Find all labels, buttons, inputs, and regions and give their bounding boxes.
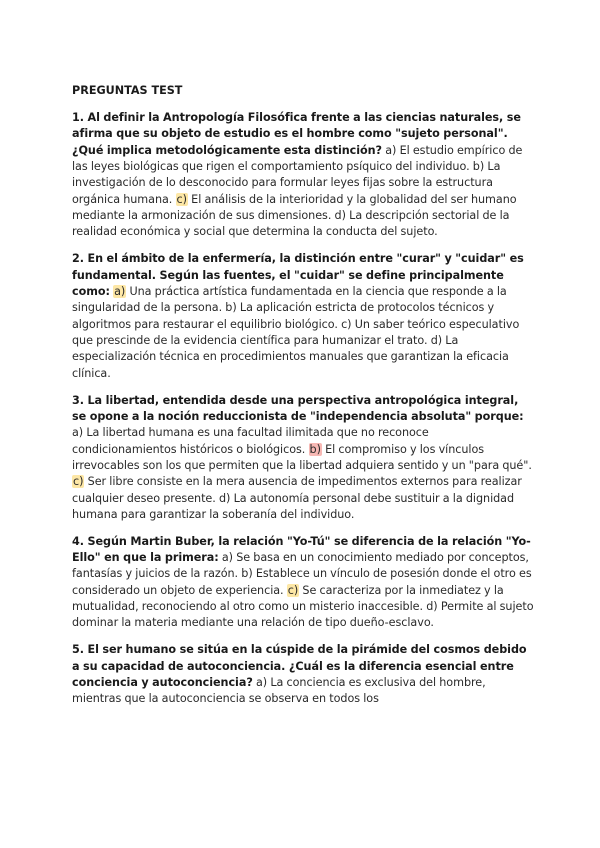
- option-text: Un saber teórico especulativo que prescinde de la evidencia científica para humanizar el trato.: [72, 317, 520, 347]
- option-label: b): [241, 567, 253, 581]
- question-stem: 3. La libertad, entendida desde una perspectiva antropológica integral, se opone a la noción reduccionista de "independencia absoluta" porque:: [72, 393, 524, 423]
- option-text: Se basa en un conocimiento mediado por conceptos, fantasías y juicios de la razón.: [72, 551, 529, 581]
- option-text: El análisis de la interioridad y la globalidad del ser humano mediante la armonización de sus dimensiones.: [72, 192, 517, 223]
- option-text: La descripción sectorial de la realidad económica y social que determina la conducta del sujeto.: [72, 209, 510, 239]
- option-text: El compromiso y los vínculos irrevocables son los que permiten que la libertad adquiera sentido y un "para qué".: [72, 442, 532, 472]
- option-label: b): [225, 301, 237, 315]
- option-label: d): [426, 600, 438, 614]
- question-stem: 1. Al definir la Antropología Filosófica frente a las ciencias naturales, se afirma que su objeto de estudio es el hombre como "sujeto personal". ¿Qué implica metodológicamente esta distinción?: [72, 111, 521, 157]
- option-label: a): [114, 284, 126, 298]
- option-text: Establece un vínculo de posesión donde el otro es considerado un objeto de experiencia.: [72, 567, 532, 597]
- option-text: Una práctica artística fundamentada en la ciencia que responde a la singularidad de la persona.: [72, 284, 507, 315]
- option-label: c): [73, 475, 84, 489]
- option-text: La especialización técnica en procedimientos manuales que garantizan la eficacia clínica.: [72, 333, 509, 380]
- option-label: d): [334, 209, 346, 223]
- option-text: Permite al sujeto dominar la materia mediante una relación de tipo dueño-esclavo.: [72, 600, 534, 630]
- question-stem: 2. En el ámbito de la enfermería, la distinción entre "curar" y "cuidar" es fundamental. Según las fuentes, el "cuidar" se define principalmente como:: [72, 252, 524, 298]
- option-text: La autonomía personal debe sustituir a la dignidad humana para garantizar la soberanía del individuo.: [72, 491, 515, 521]
- option-label: d): [430, 333, 443, 347]
- question-1: [72, 110, 534, 241]
- option-label: a): [385, 143, 397, 157]
- option-text: El estudio empírico de las leyes biológicas que rigen el comportamiento psíquico del individuo.: [72, 143, 523, 174]
- option-label: d): [218, 491, 231, 505]
- page-heading: PREGUNTAS TEST: [72, 84, 183, 97]
- document-page: [72, 83, 534, 718]
- option-label: c): [341, 317, 352, 331]
- option-label: c): [287, 583, 299, 597]
- option-text: La aplicación estricta de protocolos técnicos y algoritmos para restaurar el equilibrio biológico.: [72, 301, 495, 331]
- option-text: La libertad humana es una facultad ilimitada que no reconoce condicionamientos históricos o biológicos.: [72, 426, 429, 456]
- question-list: [72, 110, 534, 708]
- option-label: c): [176, 192, 187, 206]
- option-label: a): [72, 426, 84, 440]
- option-text: Ser libre consiste en la mera ausencia de impedimentos externos para realizar cualquier deseo presente.: [72, 475, 522, 505]
- option-label: b): [472, 160, 485, 174]
- option-label: a): [255, 676, 268, 689]
- question-3: [72, 393, 534, 524]
- question-4: [72, 534, 534, 632]
- question-2: [72, 251, 534, 382]
- option-text: La investigación de lo desconocido para formular leyes fijas sobre la estructura orgánica humana.: [72, 160, 501, 206]
- question-stem: 4. Según Martin Buber, la relación "Yo-Tú" se diferencia de la relación "Yo-Ello" en que la primera:: [72, 534, 531, 565]
- question-stem: 5. El ser humano se sitúa en la cúspide de la pirámide del cosmos debido a su capacidad de autoconciencia. ¿Cuál es la diferencia esencial entre conciencia y autoconciencia?: [72, 643, 527, 689]
- option-label: b): [309, 442, 321, 456]
- question-5: [72, 642, 534, 707]
- option-label: a): [221, 551, 233, 565]
- option-text: Se caracteriza por la inmediatez y la mutualidad, reconociendo al otro como un misterio inaccesible.: [72, 583, 504, 614]
- option-text: La conciencia es exclusiva del hombre, mientras que la autoconciencia se observa en todos los: [72, 676, 486, 706]
